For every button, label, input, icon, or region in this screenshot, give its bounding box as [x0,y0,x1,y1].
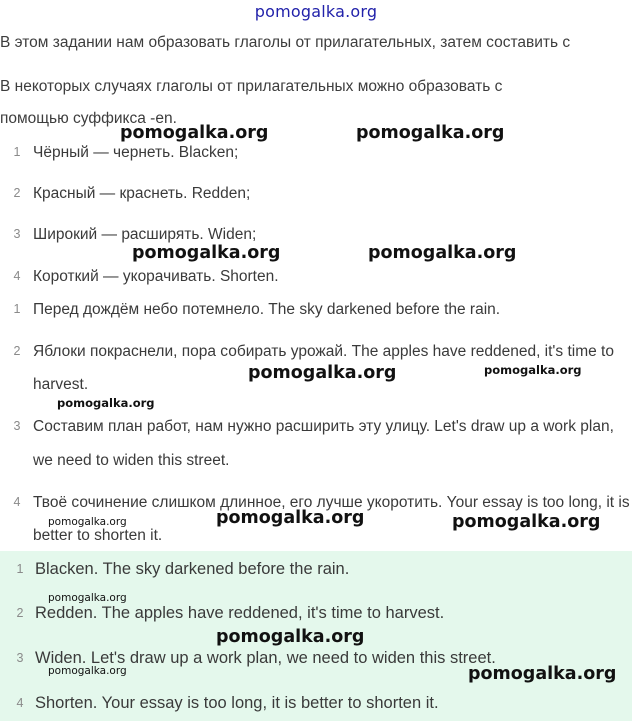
watermark: pomogalka.org [48,665,127,677]
list-number: 4 [13,269,21,283]
intro-line-2: В некоторых случаях глаголы от прилагательных можно образовать с [0,78,503,95]
list-number: 3 [13,419,21,433]
list-text: Яблоки покраснели, пора собирать урожай. The apples have reddened, it's time to harvest. [33,343,614,393]
list-number: 2 [13,186,21,200]
watermark: pomogalka.org [48,516,127,528]
list-text: Составим план работ, нам нужно расширить эту улицу. Let's draw up a work plan, we need to widen this street. [33,418,614,469]
watermark: pomogalka.org [120,123,269,143]
header-watermark: pomogalka.org [254,2,378,21]
list-text: Широкий — расширять. Widen; [33,226,257,243]
list-number: 3 [16,651,24,665]
watermark: pomogalka.org [48,592,127,604]
answer-text: Redden. The apples have reddened, it's time to harvest. [35,604,445,622]
list-text: Чёрный — чернеть. Blacken; [33,144,239,161]
list-number: 1 [13,145,21,159]
watermark: pomogalka.org [248,363,397,383]
watermark: pomogalka.org [216,627,365,647]
watermark: pomogalka.org [368,243,517,263]
answer-text: Blacken. The sky darkened before the rain. [35,560,350,578]
watermark: pomogalka.org [484,363,582,377]
intro-line-1: В этом задании нам образовать глаголы от прилагательных, затем составить с [0,34,571,51]
answer-text: Widen. Let's draw up a work plan, we need to widen this street. [35,649,496,667]
list-text: Красный — краснеть. Redden; [33,185,251,202]
list-number: 1 [16,562,24,576]
watermark: pomogalka.org [452,512,601,532]
watermark: pomogalka.org [216,508,365,528]
list-number: 4 [13,495,21,509]
list-number: 2 [16,606,24,620]
watermark: pomogalka.org [132,243,281,263]
answer-text: Shorten. Your essay is too long, it is better to shorten it. [35,694,439,712]
list-text: Короткий — укорачивать. Shorten. [33,268,279,285]
list-number: 3 [13,227,21,241]
list-text: Твоё сочинение слишком длинное, его лучше укоротить. Your essay is too long, it is better to shorten it. [33,494,630,544]
intro-line-3: помощью суффикса -en. [0,110,177,127]
list-text: Перед дождём небо потемнело. The sky darkened before the rain. [33,301,501,318]
list-number: 4 [16,696,24,710]
watermark: pomogalka.org [468,664,617,684]
list-number: 1 [13,302,21,316]
watermark: pomogalka.org [356,123,505,143]
watermark: pomogalka.org [57,396,155,410]
list-number: 2 [13,344,21,358]
